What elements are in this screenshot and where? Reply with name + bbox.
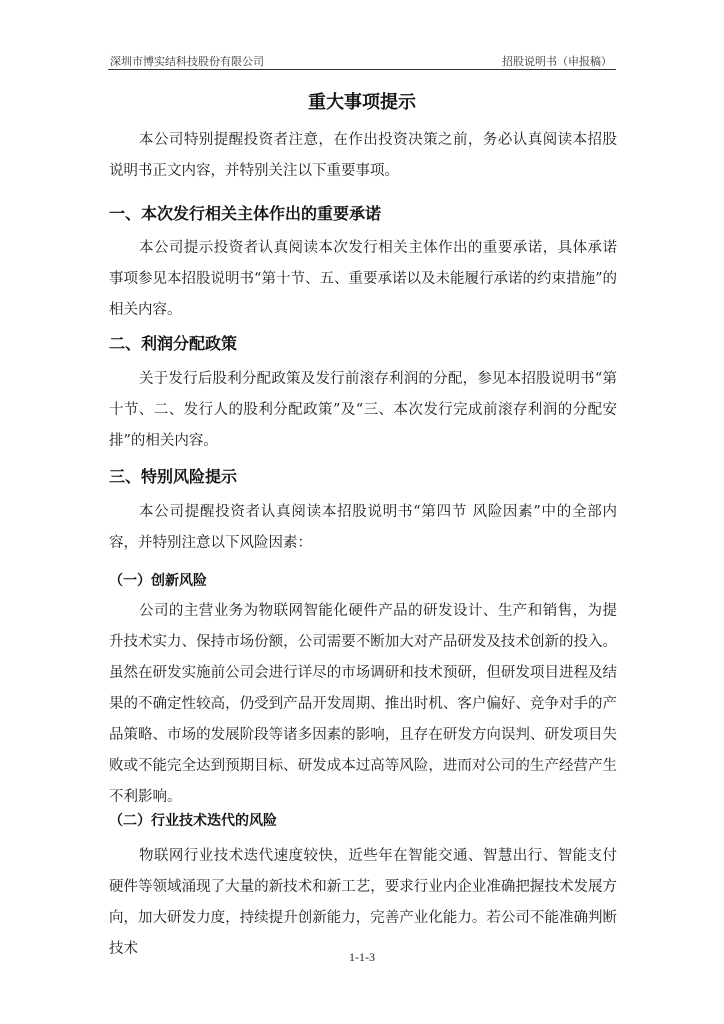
section-heading-risk-warning: 三、特别风险提示 (109, 467, 238, 486)
section-body-risk-warning: 本公司提醒投资者认真阅读本招股说明书“第四节 风险因素”中的全部内容，并特别注意以下风险因素： (109, 504, 617, 551)
page-number: 1-1-3 (349, 950, 375, 964)
page-header (108, 49, 616, 70)
subsection-heading-innovation-risk: （一）创新风险 (109, 573, 207, 589)
section-heading-profit-distribution: 二、利润分配政策 (109, 334, 238, 353)
section-body-profit-distribution: 关于发行后股利分配政策及发行前滚存利润的分配，参见本招股说明书“第十节、二、发行人的股利分配政策”及“三、本次发行完成前滚存利润的分配安排”的相关内容。 (109, 371, 617, 449)
subsection-heading-tech-iteration-risk: （二）行业技术迭代的风险 (109, 813, 277, 829)
subsection-body-tech-iteration-risk: 物联网行业技术迭代速度较快，近些年在智能交通、智慧出行、智能支付硬件等领域涌现了大量的新技术和新工艺，要求行业内企业准确把握技术发展方向，加大研发力度，持续提升创新能力，完善产业化能力。若公司不能准确判断技术 (109, 848, 617, 957)
section-heading-commitments: 一、本次发行相关主体作出的重要承诺 (109, 204, 382, 223)
section-body-commitments: 本公司提示投资者认真阅读本次发行相关主体作出的重要承诺，具体承诺事项参见本招股说明书“第十节、五、重要承诺以及未能履行承诺的约束措施”的相关内容。 (109, 240, 617, 318)
subsection-body-innovation-risk: 公司的主营业务为物联网智能化硬件产品的研发设计、生产和销售，为提升技术实力、保持市场份额，公司需要不断加大对产品研发及技术创新的投入。虽然在研发实施前公司会进行详尽的市场调研和技术预研，但研发项目进程及结果的不确定性较高，仍受到产品开发周期、推出时机、客户偏好、竞争对手的产品策略、市场的发展阶段等诸多因素的影响，且存在研发方向误判、研发项目失败或不能完全达到预期目标、研发成本过高等风险，进而对公司的生产经营产生不利影响。 (109, 603, 617, 805)
header-company-name: 深圳市博实结科技股份有限公司 (110, 55, 264, 68)
intro-paragraph: 本公司特别提醒投资者注意，在作出投资决策之前，务必认真阅读本招股说明书正文内容，并特别关注以下重要事项。 (109, 132, 617, 179)
header-document-type: 招股说明书（申报稿） (502, 55, 612, 68)
page-title: 重大事项提示 (308, 92, 416, 113)
